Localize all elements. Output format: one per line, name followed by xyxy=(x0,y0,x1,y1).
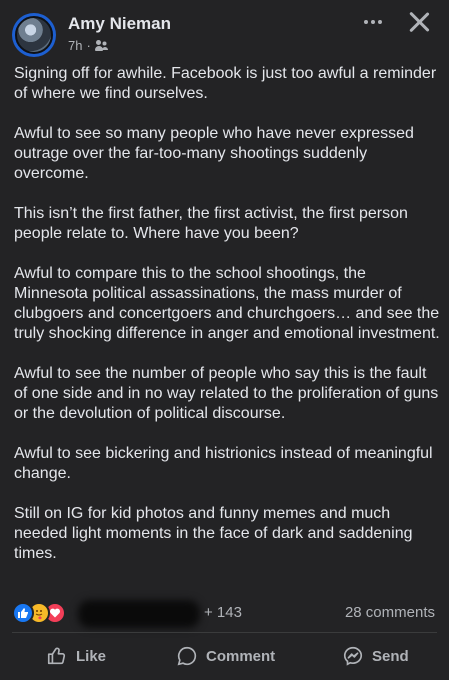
post-header xyxy=(0,0,449,62)
reaction-icons[interactable] xyxy=(12,602,60,624)
friends-audience-icon[interactable] xyxy=(95,40,109,52)
post-meta xyxy=(68,38,109,53)
more-options-button[interactable] xyxy=(358,10,388,34)
redacted-reactor-names xyxy=(78,600,200,628)
close-icon[interactable] xyxy=(406,8,434,36)
comment-label: Comment xyxy=(206,647,276,665)
post-paragraph: Awful to see bickering and histrionics instead of meaningful change. xyxy=(14,445,433,482)
like-icon xyxy=(12,602,34,624)
post-body xyxy=(14,64,442,584)
meta-separator: · xyxy=(86,38,91,53)
dot-icon xyxy=(364,20,368,24)
profile-photo xyxy=(15,16,53,54)
post-paragraph: Awful to see the number of people who say this is the fault of one side and in no way related to the proliferation of guns or the devolution of political discourse. xyxy=(14,365,439,422)
post-paragraph: Awful to see so many people who have never expressed outrage over the far-too-many shootings suddenly overcome. xyxy=(14,125,414,182)
comment-bubble-icon xyxy=(176,645,198,667)
post-paragraph: This isn’t the first father, the first activist, the first person people relate to. Where have you been? xyxy=(14,205,408,242)
messenger-icon xyxy=(342,645,364,667)
like-button[interactable] xyxy=(46,644,106,668)
send-label: Send xyxy=(372,647,409,665)
post-paragraph: Signing off for awhile. Facebook is just too awful a reminder of where we find ourselves. xyxy=(14,65,437,102)
thumbs-up-icon xyxy=(46,645,68,667)
post-paragraph: Awful to compare this to the school shootings, the Minnesota political assassinations, the mass murder of clubgoers and concertgoers and churchgoers… and see the truly shocking difference in anger and emotional investment. xyxy=(14,265,440,342)
send-button[interactable] xyxy=(342,644,409,668)
dot-icon xyxy=(371,20,375,24)
dot-icon xyxy=(378,20,382,24)
comment-count[interactable]: 28 comments xyxy=(344,604,435,621)
comment-button[interactable] xyxy=(176,644,275,668)
avatar[interactable] xyxy=(12,13,56,57)
author-name[interactable]: Amy Nieman xyxy=(68,14,171,33)
post-paragraph: Still on IG for kid photos and funny memes and much needed light moments in the face of dark and saddening times. xyxy=(14,505,413,562)
post-time[interactable]: 7h xyxy=(68,38,83,53)
like-label: Like xyxy=(76,647,107,665)
reaction-count[interactable]: + 143 xyxy=(204,604,242,621)
divider xyxy=(12,632,437,633)
